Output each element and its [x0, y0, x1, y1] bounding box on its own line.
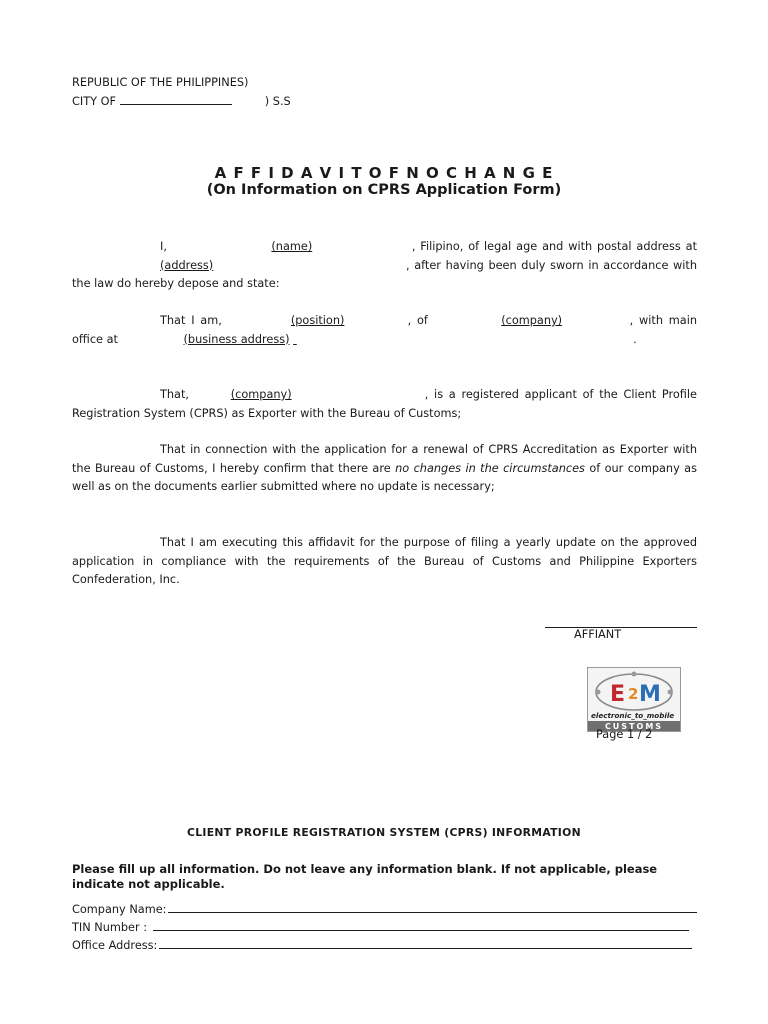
ss-label: ) S.S	[264, 95, 291, 108]
company-blank[interactable]: (company)	[501, 314, 563, 327]
p5-text: That I am executing this affidavit for the purpose of filing a yearly update on the approved application in compliance with the requirements of the Bureau of Customs and Philippine Exporters Confederation, Inc.	[72, 536, 697, 586]
office-address-row	[72, 937, 692, 952]
affiant-label: AFFIANT	[574, 628, 622, 641]
p2-lead: That I am,	[160, 314, 222, 327]
address-blank[interactable]	[72, 257, 406, 276]
affidavit-title: A F F I D A V I T O F N O C H A N G E	[214, 164, 554, 182]
office-address-field[interactable]	[159, 937, 692, 949]
p4-italic: no changes in the circumstances	[395, 461, 585, 475]
business-address-blank-1[interactable]	[122, 331, 290, 350]
name-blank[interactable]: (name)	[271, 240, 313, 253]
company-label-2: (company)	[230, 388, 292, 401]
page-number: Page 1 / 2	[596, 728, 653, 741]
paragraph-2	[72, 312, 697, 349]
tin-label: TIN Number :	[72, 921, 148, 934]
office-address-label: Office Address:	[72, 939, 158, 952]
address-label: (address)	[160, 258, 214, 272]
p1-filipino: , Filipino, of legal age and with postal address at	[411, 240, 697, 253]
p3-lead: That,	[160, 388, 190, 401]
position-blank[interactable]: (position)	[290, 314, 345, 327]
tin-field[interactable]	[153, 919, 689, 931]
tin-row	[72, 919, 689, 934]
logo-band-text: CUSTOMS	[604, 722, 664, 731]
affidavit-subtitle: (On Information on CPRS Application Form)	[206, 182, 562, 198]
logo-subtext: electronic_to_mobile	[591, 711, 675, 720]
e2m-logo-graphic	[588, 668, 680, 731]
republic-line: REPUBLIC OF THE PHILIPPINES)	[72, 76, 249, 89]
p2-with: , with main office at	[72, 314, 697, 346]
e2m-customs-logo	[587, 667, 681, 732]
city-label: CITY OF	[72, 95, 117, 108]
section2-instructions: Please fill up all information. Do not leave any information blank. If not applicable, please indicate not applicable.	[72, 862, 658, 891]
company-name-field[interactable]	[168, 901, 697, 913]
svg-text:M: M	[639, 682, 661, 707]
company-blank-2[interactable]	[195, 386, 425, 405]
p4-rest: of our company as well as on the documents earlier submitted where no update is necessary;	[72, 461, 697, 493]
p2-end: .	[633, 332, 637, 346]
paragraph-3	[72, 386, 697, 423]
company-name-label: Company Name:	[72, 903, 167, 916]
section2-title: CLIENT PROFILE REGISTRATION SYSTEM (CPRS) INFORMATION	[187, 826, 581, 839]
p1-rest: , after having been duly sworn in accordance with the law do hereby depose and state:	[72, 258, 697, 290]
paragraph-5	[72, 534, 697, 590]
city-blank[interactable]	[120, 92, 232, 105]
paragraph-1	[72, 238, 697, 294]
svg-text:2: 2	[628, 685, 639, 703]
p4-lead: That in connection with the application for a renewal of CPRS Accreditation as Exporter with the Bureau of Customs, I hereby confirm that there are	[72, 443, 697, 475]
svg-text:E: E	[610, 682, 626, 707]
p1-i: I,	[160, 240, 167, 253]
business-address-blank-2[interactable]	[293, 331, 633, 350]
p2-of: , of	[407, 314, 428, 327]
city-line	[72, 92, 291, 108]
signature-line[interactable]	[545, 619, 697, 628]
p3-rest: , is a registered applicant of the Client Profile Registration System (CPRS) as Exporter with the Bureau of Customs;	[72, 388, 698, 420]
paragraph-4	[72, 441, 697, 497]
business-address-label: (business address)	[183, 332, 290, 346]
company-name-row	[72, 901, 697, 916]
